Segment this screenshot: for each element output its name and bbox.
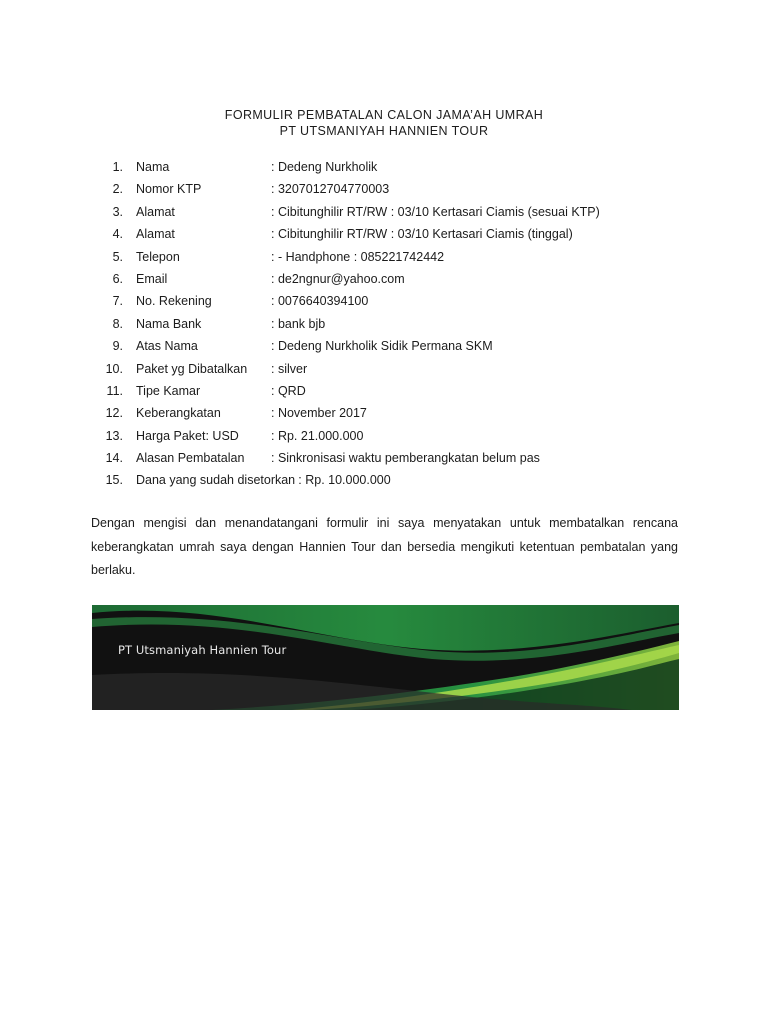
field-row-atas-nama xyxy=(0,336,768,358)
field-number: 6. xyxy=(112,271,123,286)
form-title: FORMULIR PEMBATALAN CALON JAMA’AH UMRAH xyxy=(224,108,544,122)
field-label: Keberangkatan xyxy=(136,406,221,421)
field-value: : Rp. 10.000.000 xyxy=(298,473,391,488)
field-number: 1. xyxy=(112,160,123,174)
field-number: 10. xyxy=(105,361,123,376)
field-row-alamat-tinggal xyxy=(0,224,768,246)
field-label: Alamat xyxy=(136,204,175,219)
field-row-alamat-ktp xyxy=(0,202,768,224)
field-number: 12. xyxy=(105,406,123,421)
field-label: Nama xyxy=(136,160,170,174)
field-label: Alamat xyxy=(136,227,175,242)
field-value: : Cibitunghilir RT/RW : 03/10 Kertasari Ciamis (tinggal) xyxy=(271,227,573,242)
company-title: PT UTSMANIYAH HANNIEN TOUR xyxy=(279,124,489,138)
field-label: Nomor KTP xyxy=(136,182,202,197)
field-number: 5. xyxy=(112,249,123,264)
field-row-telepon xyxy=(0,247,768,269)
field-value: : Cibitunghilir RT/RW : 03/10 Kertasari Ciamis (sesuai KTP) xyxy=(271,204,600,219)
field-value: : 3207012704770003 xyxy=(271,182,390,197)
field-row-tipe-kamar xyxy=(0,381,768,403)
field-row-nama-bank xyxy=(0,314,768,336)
field-label: Email xyxy=(136,271,168,286)
field-value: : Sinkronisasi waktu pemberangkatan belum pas xyxy=(271,451,540,466)
field-label: No. Rekening xyxy=(136,294,212,309)
field-value: : 0076640394100 xyxy=(271,294,369,309)
field-number: 14. xyxy=(105,451,123,466)
field-row-alasan-pembatalan xyxy=(0,448,768,470)
banner-company-name: PT Utsmaniyah Hannien Tour xyxy=(118,643,287,657)
field-value: : November 2017 xyxy=(271,406,367,421)
field-row-nomor-ktp xyxy=(0,179,768,201)
field-row-email xyxy=(0,269,768,291)
company-banner xyxy=(92,605,679,710)
field-row-dana-disetorkan xyxy=(0,470,768,492)
field-label: Nama Bank xyxy=(136,316,202,331)
field-row-harga-paket xyxy=(0,426,768,448)
field-row-paket xyxy=(0,359,768,381)
field-number: 3. xyxy=(112,204,123,219)
field-number: 9. xyxy=(112,339,123,354)
field-number: 13. xyxy=(105,428,123,443)
field-row-keberangkatan xyxy=(0,403,768,425)
field-label xyxy=(136,470,391,490)
field-row-no-rekening xyxy=(0,291,768,313)
field-value: : silver xyxy=(271,361,308,376)
field-value: : bank bjb xyxy=(271,316,326,331)
field-number: 2. xyxy=(112,182,123,197)
field-value: : - Handphone : 085221742442 xyxy=(271,249,445,264)
field-number: 7. xyxy=(112,294,123,309)
banner-swoosh-graphic xyxy=(92,605,679,710)
field-number: 15. xyxy=(105,473,123,488)
field-value: : QRD xyxy=(271,383,306,398)
field-label: Telepon xyxy=(136,249,180,264)
field-label-text: Dana yang sudah disetorkan xyxy=(136,473,296,488)
field-row-nama xyxy=(0,157,768,179)
field-number: 11. xyxy=(106,383,123,398)
statement-paragraph: Dengan mengisi dan menandatangani formulir ini saya menyatakan untuk membatalkan rencana keberangkatan umrah saya dengan Hannien Tour dan bersedia mengikuti ketentuan pembatalan yang berlaku. xyxy=(91,516,678,577)
field-value: : Dedeng Nurkholik Sidik Permana SKM xyxy=(271,339,493,354)
field-value: : Rp. 21.000.000 xyxy=(271,428,364,443)
field-number: 4. xyxy=(112,227,123,242)
field-label: Tipe Kamar xyxy=(136,383,201,398)
field-value: : de2ngnur@yahoo.com xyxy=(271,271,405,286)
field-label: Alasan Pembatalan xyxy=(136,451,245,466)
field-label: Paket yg Dibatalkan xyxy=(136,361,248,376)
field-value: : Dedeng Nurkholik xyxy=(271,160,378,174)
field-label: Atas Nama xyxy=(136,339,198,354)
field-number: 8. xyxy=(112,316,123,331)
form-field-list xyxy=(0,157,768,493)
field-label: Harga Paket: USD xyxy=(136,428,239,443)
